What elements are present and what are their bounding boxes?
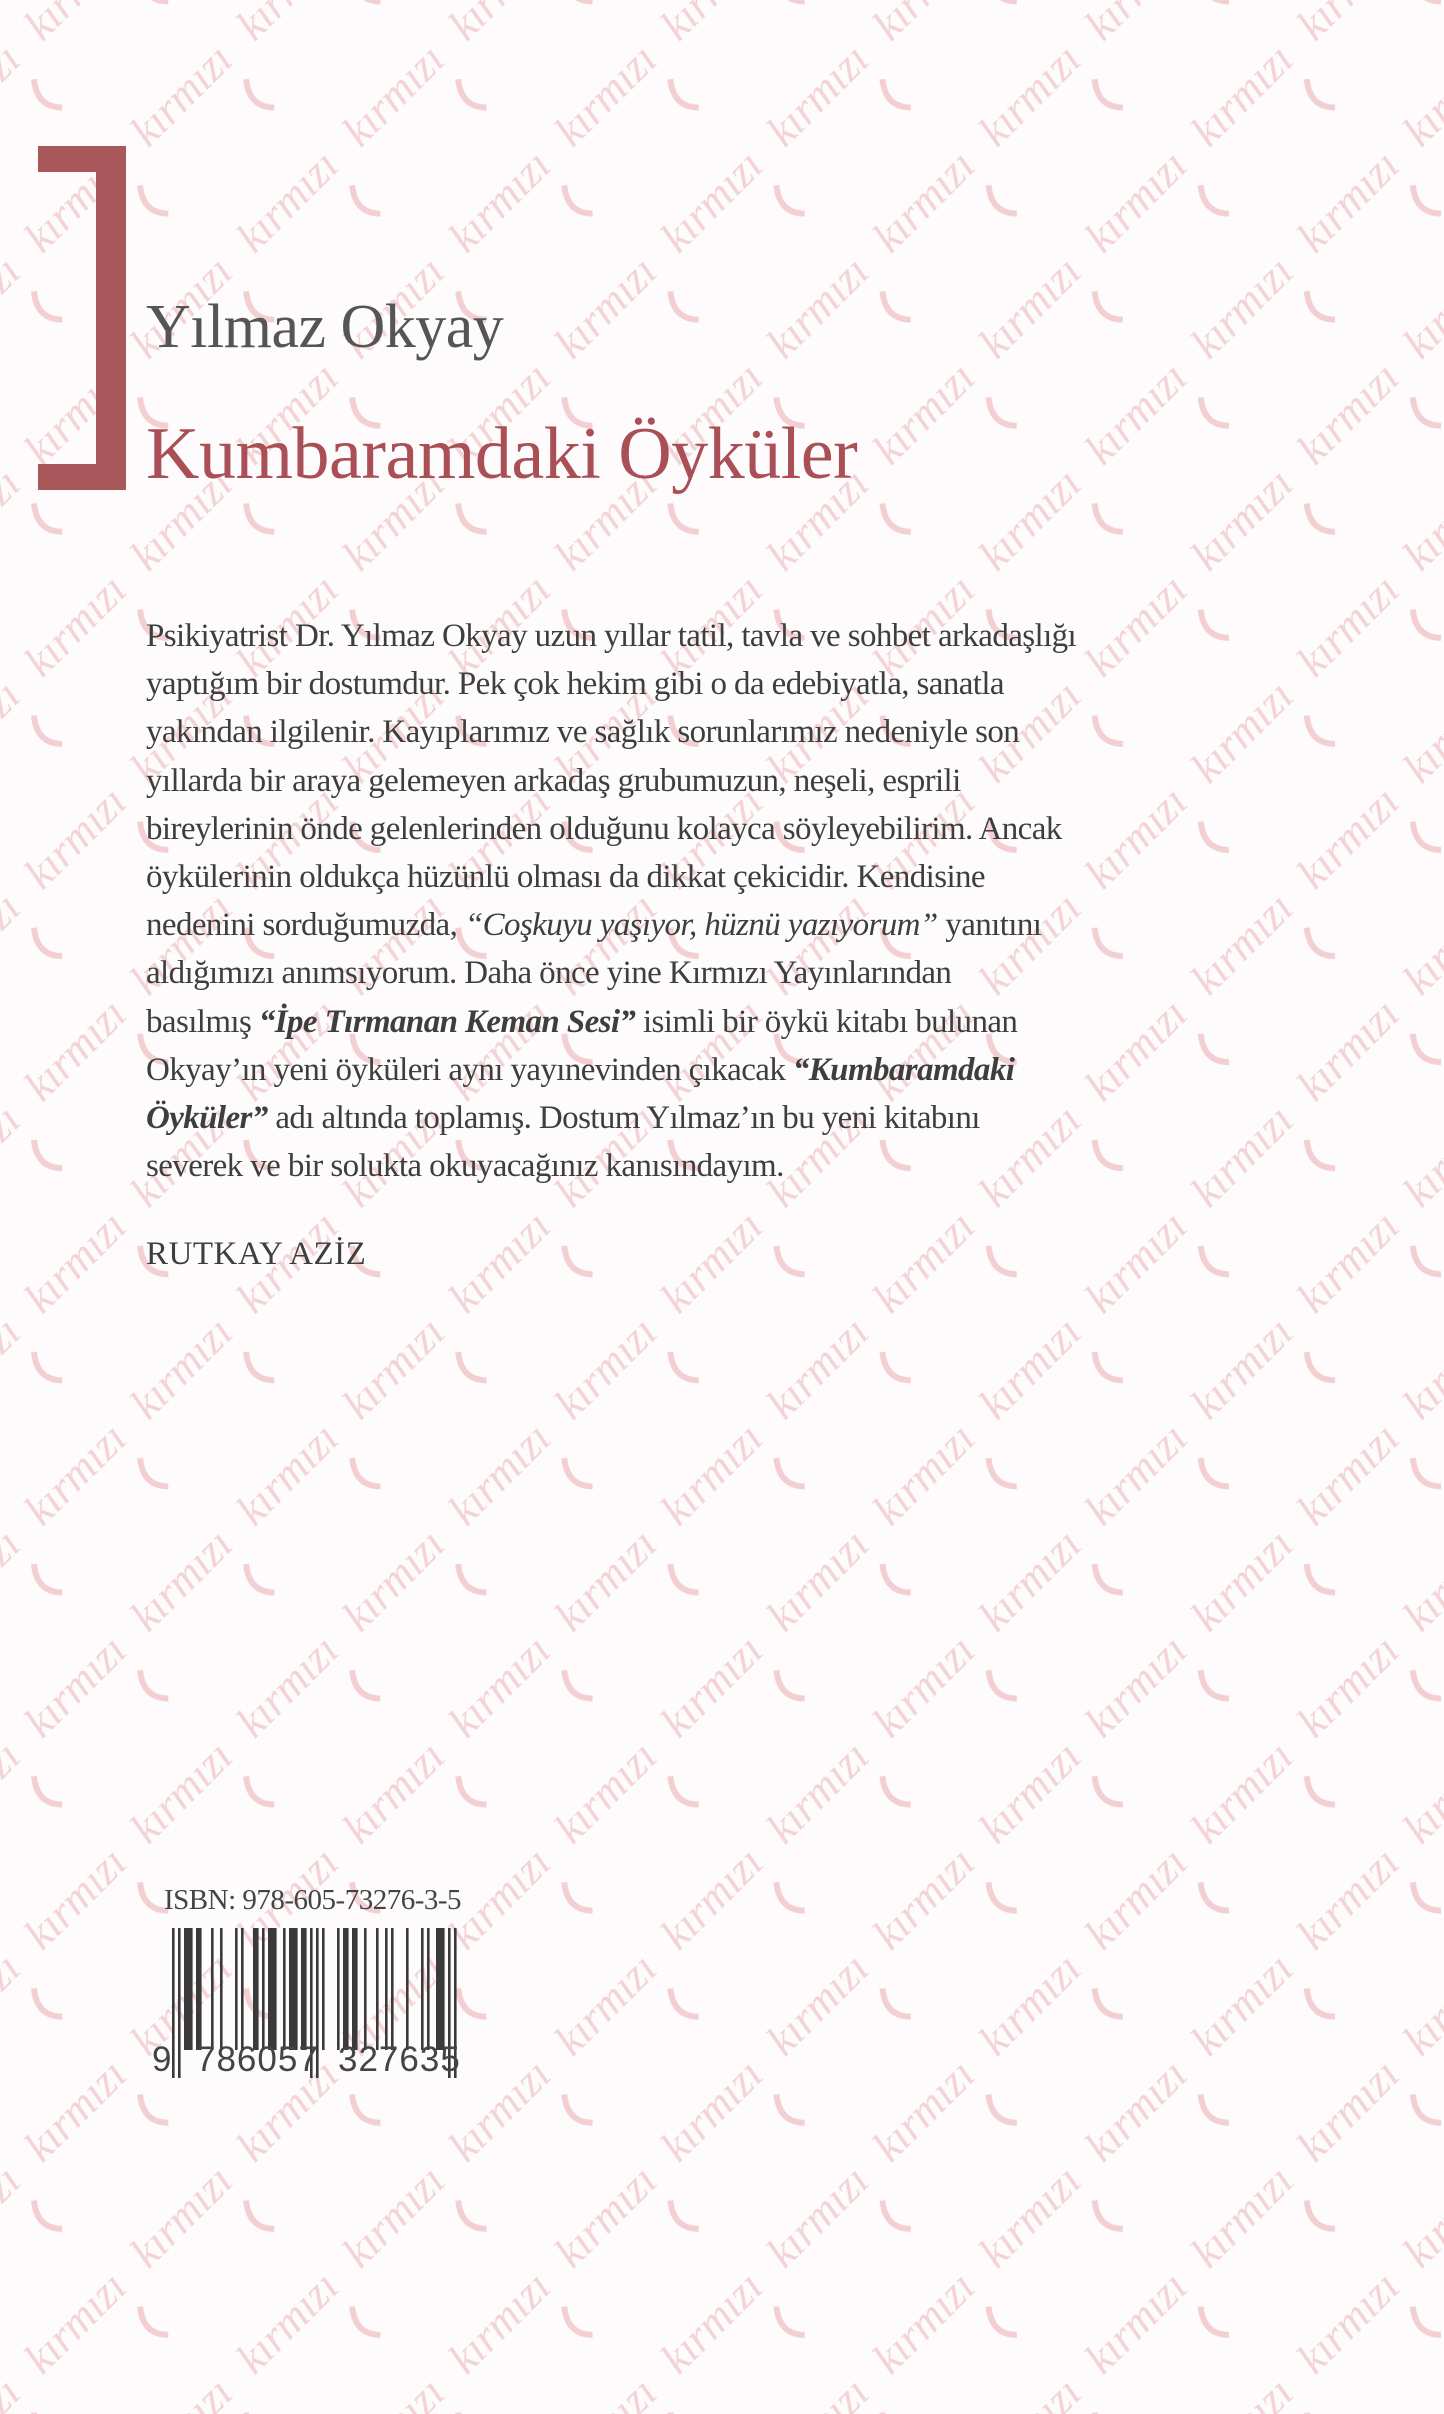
text-segment: bireylerinin önde gelenlerinden olduğunu kolayca söyleyebilirim. Ancak — [146, 810, 1062, 847]
quoted-title: “Kumbaramdaki — [792, 1051, 1015, 1088]
barcode-bar — [241, 1928, 244, 2050]
barcode-bar — [253, 1928, 259, 2050]
barcode-bar — [289, 1928, 298, 2050]
barcode-bar — [376, 1928, 379, 2050]
quoted-title: Öyküler” — [146, 1100, 268, 1137]
barcode-bar — [322, 1928, 325, 2050]
text-segment: yanıtını — [937, 907, 1042, 944]
blurb-line — [146, 901, 1346, 949]
barcode-bar — [184, 1928, 193, 2050]
blurb-line — [146, 612, 1346, 660]
barcode-first-digit: 9 — [152, 2040, 172, 2079]
blurb-line — [146, 1046, 1346, 1094]
text-segment: aldığımızı anımsıyorum. Daha önce yine Kırmızı Yayınlarından — [146, 955, 952, 992]
barcode-bar — [301, 1928, 307, 2050]
barcode-bar — [385, 1928, 388, 2050]
blurb-line — [146, 949, 1346, 997]
text-segment: yaptığım bir dostumdur. Pek çok hekim gibi o da edebiyatla, sanatla — [146, 666, 1004, 703]
barcode-bar — [337, 1928, 340, 2050]
blurb-signature: RUTKAY AZİZ — [146, 1236, 367, 1272]
barcode-bar — [421, 1928, 424, 2050]
text-segment: basılmış — [146, 1003, 259, 1040]
barcode-bar — [172, 1928, 175, 2078]
blurb-line — [146, 1142, 1346, 1190]
quoted-title: “İpe Tırmanan Keman Sesi” — [258, 1003, 636, 1040]
barcode-bar — [262, 1928, 265, 2050]
text-segment: adı altında toplamış. Dostum Yılmaz’ın bu yeni kitabını — [267, 1100, 980, 1137]
barcode-bar — [211, 1928, 214, 2050]
barcode-bar — [352, 1928, 358, 2050]
text-segment: yıllarda bir araya gelemeyen arkadaş grubumuzun, neşeli, esprili — [146, 762, 961, 799]
barcode-bar — [343, 1928, 349, 2050]
quoted-title: “Coşkuyu yaşıyor, hüznü yazıyorum” — [464, 907, 938, 944]
blurb-line — [146, 660, 1346, 708]
text-segment: öykülerinin oldukça hüzünlü olması da dikkat çekicidir. Kendisine — [146, 859, 985, 896]
barcode-left-digits: 786057 — [196, 2040, 319, 2079]
barcode-bar — [196, 1928, 202, 2050]
barcode-bar — [364, 1928, 367, 2050]
barcode-right-digits: 327635 — [338, 2040, 461, 2079]
text-segment: Okyay’ın yeni öyküleri aynı yayınevinden çıkacak — [146, 1051, 793, 1088]
barcode-bar — [283, 1928, 286, 2050]
bracket-bottom-arm — [38, 464, 126, 490]
barcode-bar — [436, 1928, 445, 2050]
isbn-label: ISBN: 978-605-73276-3-5 — [164, 1884, 462, 1916]
barcode-bar — [235, 1928, 238, 2050]
barcode-bar — [220, 1928, 223, 2050]
text-segment: yakından ilgilenir. Kayıplarımız ve sağlık sorunlarımız nedeniyle son — [146, 714, 1020, 751]
barcode-bar — [391, 1928, 394, 2050]
blurb-text — [146, 612, 1346, 1190]
text-segment: nedenini sorduğumuzda, — [146, 907, 465, 944]
barcode-bar — [178, 1928, 181, 2078]
text-segment: Psikiyatrist Dr. Yılmaz Okyay uzun yıllar tatil, tavla ve sohbet arkadaşlığı — [146, 618, 1077, 654]
barcode-bar — [268, 1928, 277, 2050]
blurb-line — [146, 853, 1346, 901]
author-name: Yılmaz Okyay — [146, 293, 504, 361]
barcode-bar — [406, 1928, 409, 2050]
blurb-line — [146, 998, 1346, 1046]
barcode-bar — [427, 1928, 430, 2050]
blurb-line — [146, 708, 1346, 756]
book-title: Kumbaramdaki Öyküler — [146, 413, 858, 495]
blurb-line — [146, 805, 1346, 853]
blurb-line — [146, 757, 1346, 805]
bracket-vertical — [96, 146, 126, 490]
text-segment: isimli bir öykü kitabı bulunan — [635, 1003, 1018, 1040]
text-segment: severek ve bir solukta okuyacağınız kanısındayım. — [146, 1148, 784, 1185]
blurb-line — [146, 1094, 1346, 1142]
